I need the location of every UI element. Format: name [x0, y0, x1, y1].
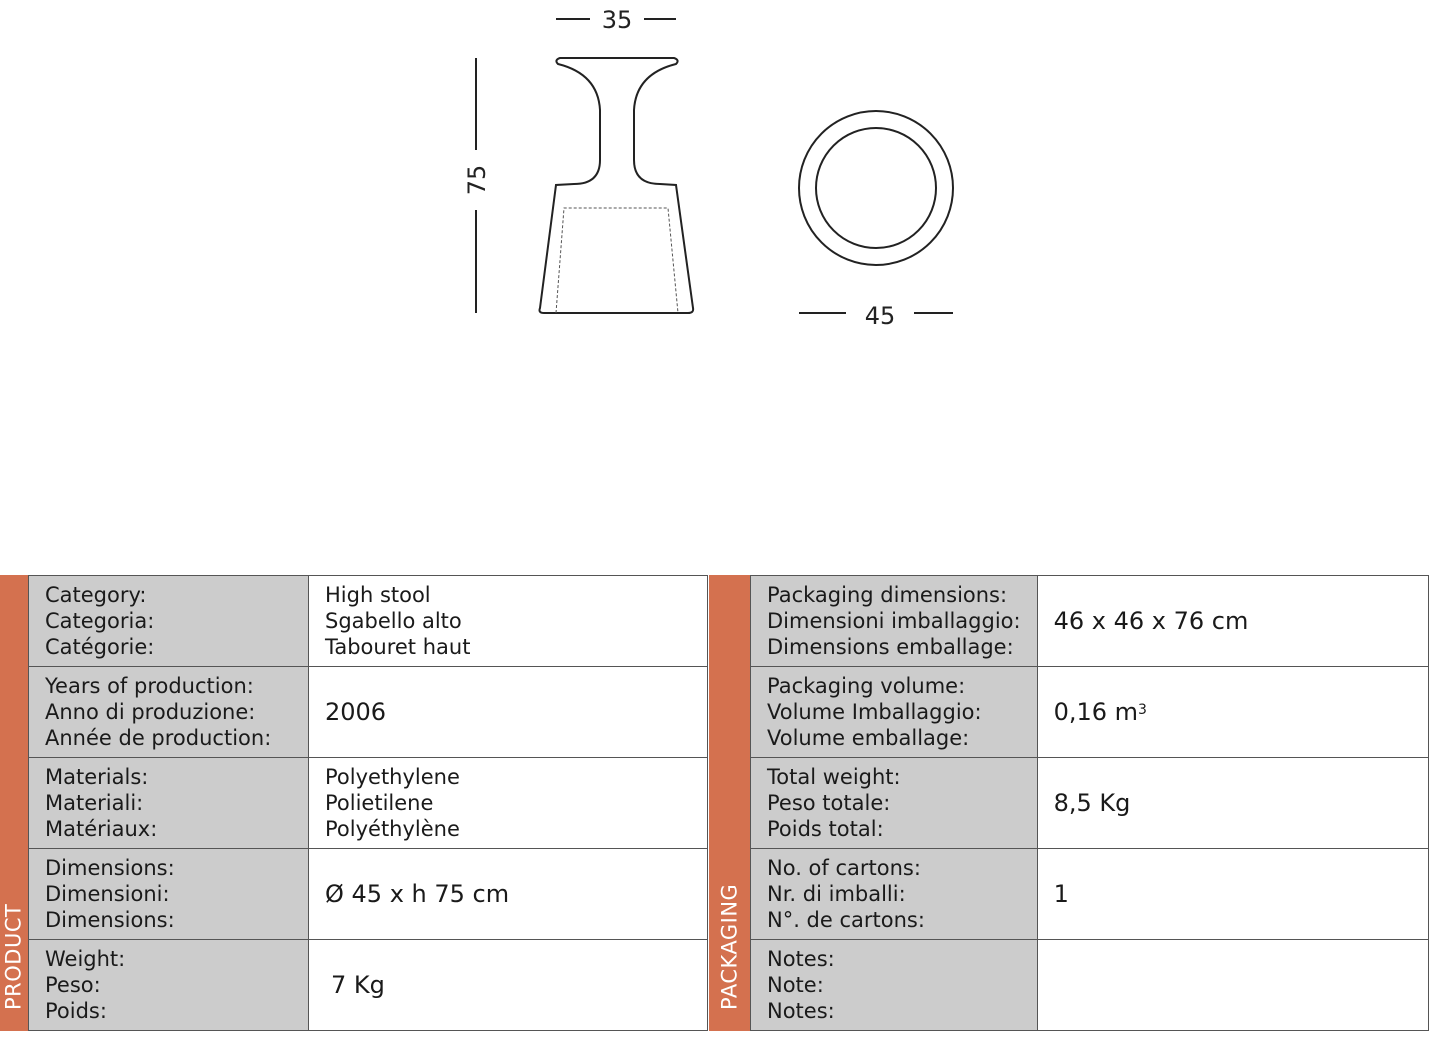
table-row — [29, 758, 708, 849]
height-dimension-label: 75 — [463, 164, 491, 196]
cubic-exponent: 3 — [1138, 702, 1147, 718]
dimensions-label-en: Dimensions: — [45, 856, 175, 880]
category-value-fr: Tabouret haut — [325, 635, 471, 659]
category-label-en: Category: — [45, 583, 147, 607]
materials-label-it: Materiali: — [45, 791, 144, 815]
total-weight-label-cell — [751, 758, 1038, 849]
production-year-label-cell — [29, 667, 309, 758]
packaging-volume-label-cell — [751, 667, 1038, 758]
cartons-value: 1 — [1053, 880, 1069, 908]
category-label-fr: Catégorie: — [45, 635, 155, 659]
weight-value-cell — [309, 940, 708, 1031]
packaging-volume-label-it: Volume Imballaggio: — [767, 700, 982, 724]
packaging-volume-label-en: Packaging volume: — [767, 674, 966, 698]
category-value-cell — [309, 576, 708, 667]
weight-label-fr: Poids: — [45, 999, 107, 1023]
notes-label-it: Note: — [767, 973, 824, 997]
table-row — [751, 667, 1429, 758]
materials-label-fr: Matériaux: — [45, 817, 158, 841]
production-year-label-it: Anno di produzione: — [45, 700, 256, 724]
materials-value-en: Polyethylene — [325, 765, 460, 789]
packaging-volume-label-fr: Volume emballage: — [767, 726, 970, 750]
production-year-value: 2006 — [325, 698, 387, 726]
weight-label-it: Peso: — [45, 973, 101, 997]
table-row — [29, 667, 708, 758]
notes-label-fr: Notes: — [767, 999, 835, 1023]
cartons-label-en: No. of cartons: — [767, 856, 921, 880]
packaging-dimensions-value: 46 x 46 x 76 cm — [1053, 607, 1249, 635]
diameter-dimension-label: 45 — [864, 302, 896, 330]
table-row — [29, 940, 708, 1031]
materials-value-fr: Polyéthylène — [325, 817, 460, 841]
technical-drawing — [0, 0, 1446, 360]
packaging-volume-value — [1054, 699, 1412, 725]
packaging-dimensions-label-en: Packaging dimensions: — [767, 583, 1008, 607]
weight-label-en: Weight: — [45, 947, 126, 971]
packaging-dimensions-label-fr: Dimensions emballage: — [767, 635, 1014, 659]
packaging-volume-number: 0,16 m — [1053, 698, 1139, 726]
cartons-value-cell — [1037, 849, 1428, 940]
stool-side-view — [540, 58, 694, 313]
category-label-cell — [29, 576, 309, 667]
dimensions-value-cell — [309, 849, 708, 940]
weight-value: 7 Kg — [331, 971, 385, 999]
product-spec-table — [28, 575, 708, 1031]
table-row — [751, 849, 1429, 940]
category-label-it: Categoria: — [45, 609, 155, 633]
cartons-label-it: Nr. di imballi: — [767, 882, 906, 906]
notes-label-en: Notes: — [767, 947, 835, 971]
dimensions-label-fr: Dimensions: — [45, 908, 175, 932]
table-row — [29, 576, 708, 667]
cartons-label-fr: N°. de cartons: — [767, 908, 925, 932]
production-year-label-en: Years of production: — [45, 674, 254, 698]
category-value-en: High stool — [325, 583, 431, 607]
category-value-it: Sgabello alto — [325, 609, 462, 633]
table-row — [751, 940, 1429, 1031]
dimensions-label-cell — [29, 849, 309, 940]
weight-label-cell — [29, 940, 309, 1031]
packaging-spec-table — [750, 575, 1429, 1031]
total-weight-value-cell — [1037, 758, 1428, 849]
total-weight-label-fr: Poids total: — [767, 817, 884, 841]
product-band-label: PRODUCT — [1, 903, 26, 1010]
materials-value-it: Polietilene — [325, 791, 434, 815]
width-dimension-label: 35 — [601, 6, 633, 34]
stool-top-outer-ring — [799, 111, 953, 265]
total-weight-value: 8,5 Kg — [1053, 789, 1131, 817]
materials-label-cell — [29, 758, 309, 849]
total-weight-label-en: Total weight: — [767, 765, 901, 789]
packaging-spec-section — [709, 575, 1429, 1031]
table-row — [751, 758, 1429, 849]
notes-label-cell — [751, 940, 1038, 1031]
stool-top-inner-ring — [816, 128, 936, 248]
materials-label-en: Materials: — [45, 765, 149, 789]
dimensions-value: Ø 45 x h 75 cm — [325, 880, 510, 908]
notes-value-cell — [1037, 940, 1428, 1031]
packaging-band-label: PACKAGING — [717, 883, 741, 1010]
product-band — [0, 575, 28, 1031]
cartons-label-cell — [751, 849, 1038, 940]
production-year-label-fr: Année de production: — [45, 726, 272, 750]
stool-hidden-cavity — [556, 208, 678, 313]
materials-value-cell — [309, 758, 708, 849]
total-weight-label-it: Peso totale: — [767, 791, 891, 815]
packaging-band — [709, 575, 750, 1031]
packaging-dimensions-label-it: Dimensioni imballaggio: — [767, 609, 1021, 633]
packaging-volume-value-cell — [1037, 667, 1428, 758]
product-spec-section — [0, 575, 708, 1031]
table-row — [29, 849, 708, 940]
table-row — [751, 576, 1429, 667]
packaging-dimensions-value-cell — [1037, 576, 1428, 667]
production-year-value-cell — [309, 667, 708, 758]
dimensions-label-it: Dimensioni: — [45, 882, 170, 906]
packaging-dimensions-label-cell — [751, 576, 1038, 667]
